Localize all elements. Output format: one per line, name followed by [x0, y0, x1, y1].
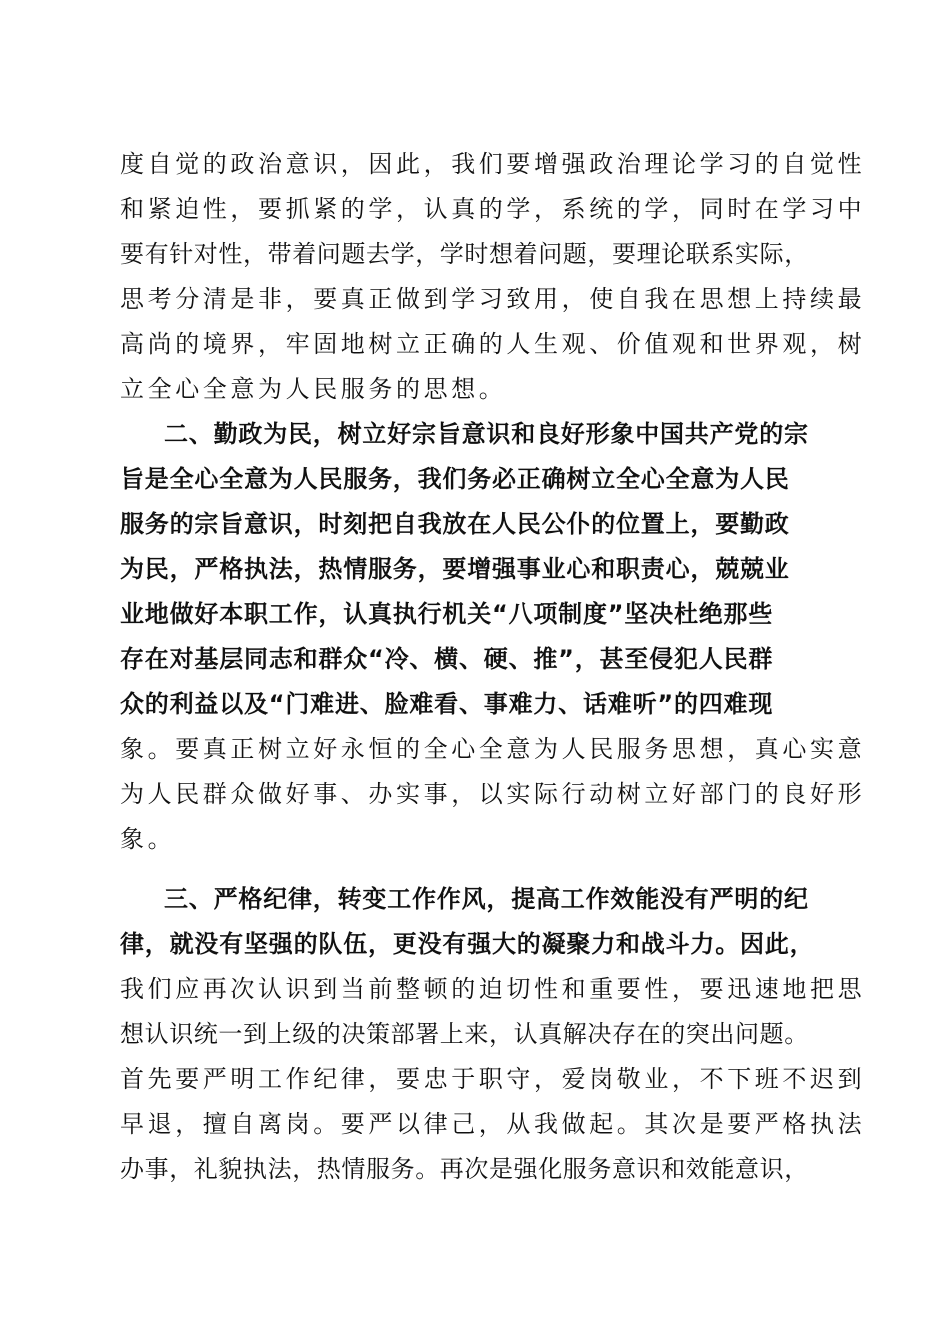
text-line: 律，就没有坚强的队伍，更没有强大的凝聚力和战斗力。因此，: [120, 930, 815, 958]
text-line: 想认识统一到上级的决策部署上来，认真解决存在的突出问题。: [120, 1020, 809, 1048]
text-line: 为民，严格执法，热情服务，要增强事业心和职责心，兢兢业: [120, 555, 790, 583]
text-line: 象。: [120, 825, 176, 853]
paragraph-spacer: [120, 862, 840, 877]
text-line: 为人民群众做好事、办实事，以实际行动树立好部门的良好形: [120, 780, 866, 808]
text-line: 首先要严明工作纪律，要忠于职守，爱岗敬业，不下班不迟到: [120, 1065, 866, 1093]
text-line: 立全心全意为人民服务的思想。: [120, 375, 507, 403]
section-heading-line: 三、严格纪律，转变工作作风，提高工作效能没有严明的纪: [164, 885, 809, 913]
text-line: 高尚的境界，牢固地树立正确的人生观、价值观和世界观，树: [120, 330, 866, 358]
text-line: 众的利益以及“门难进、脸难看、事难力、话难听”的四难现: [120, 690, 774, 718]
text-line: 早退，擅自离岗。要严以律己，从我做起。其次是要严格执法: [120, 1110, 866, 1138]
paragraph-1: [120, 142, 866, 412]
text-line: 业地做好本职工作，认真执行机关“八项制度”坚决杜绝那些: [120, 600, 774, 628]
text-line: 存在对基层同志和群众“冷、横、硬、推”，甚至侵犯人民群: [120, 645, 774, 673]
text-line: 办事，礼貌执法，热情服务。再次是强化服务意识和效能意识，: [120, 1155, 809, 1183]
section-heading-line: 二、勤政为民，树立好宗旨意识和良好形象中国共产党的宗: [164, 420, 809, 448]
text-line: 服务的宗旨意识，时刻把自我放在人民公仆的位置上，要勤政: [120, 510, 790, 538]
document-page: [120, 142, 866, 1192]
paragraph-2: [120, 412, 866, 862]
text-line: 要有针对性，带着问题去学，学时想着问题，要理论联系实际，: [120, 240, 809, 268]
text-line: 旨是全心全意为人民服务，我们务必正确树立全心全意为人民: [120, 465, 790, 493]
text-line: 度自觉的政治意识，因此，我们要增强政治理论学习的自觉性: [120, 150, 866, 178]
text-line: 思考分清是非，要真正做到学习致用，使自我在思想上持续最: [120, 285, 866, 313]
text-line: 和紧迫性，要抓紧的学，认真的学，系统的学，同时在学习中: [120, 195, 866, 223]
text-line: 我们应再次认识到当前整顿的迫切性和重要性，要迅速地把思: [120, 975, 866, 1003]
text-line: 象。要真正树立好永恒的全心全意为人民服务思想，真心实意: [120, 735, 866, 763]
paragraph-3: [120, 877, 866, 1192]
